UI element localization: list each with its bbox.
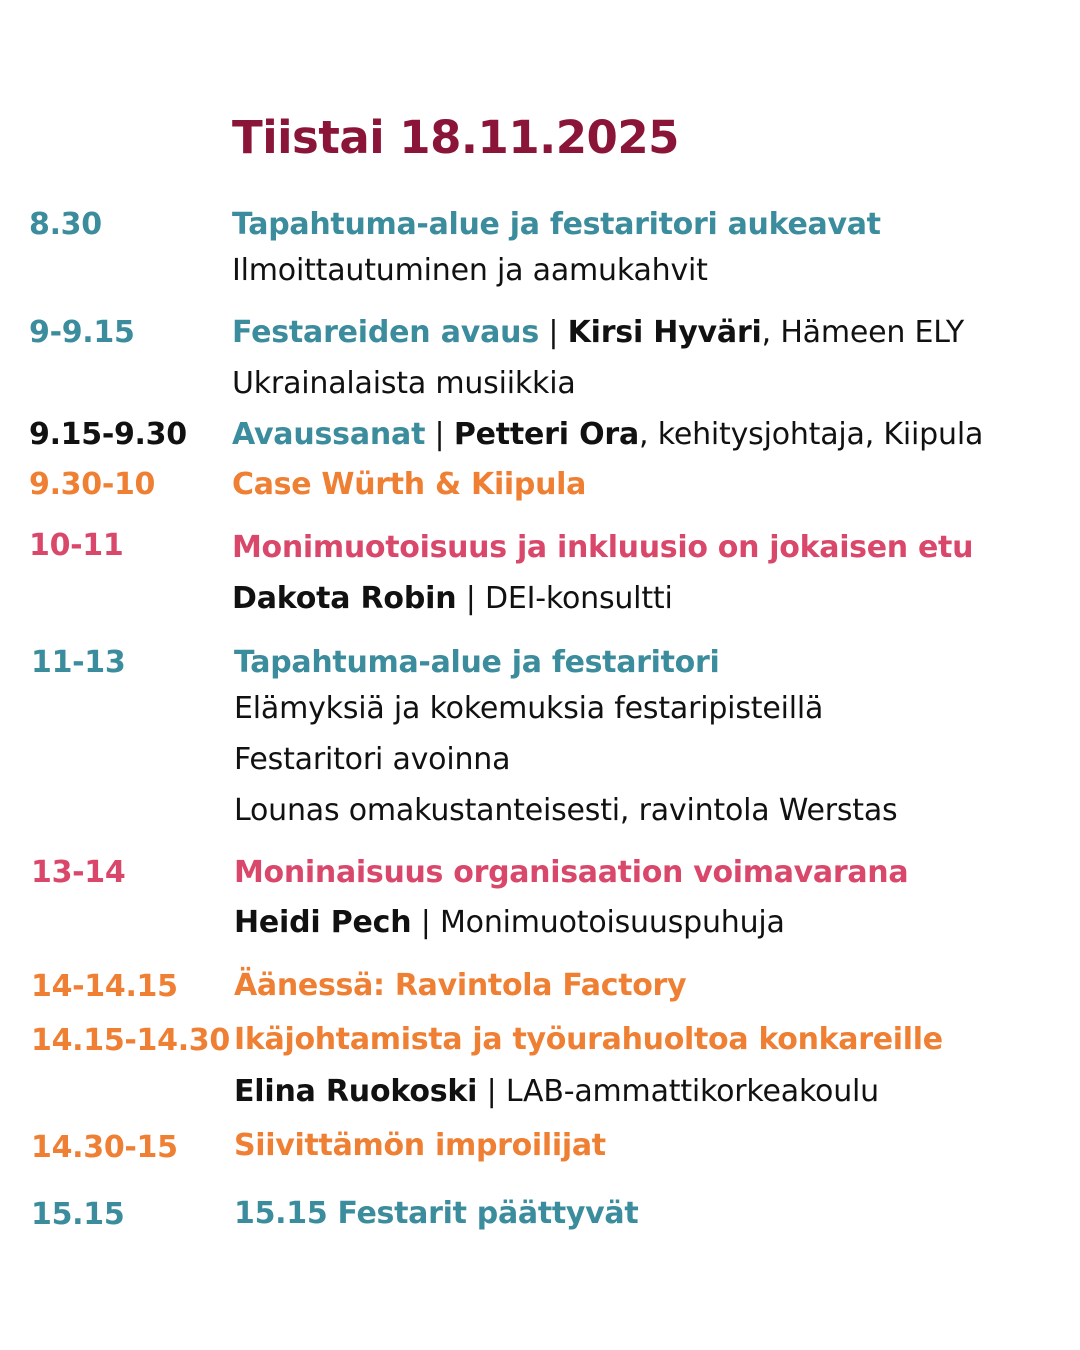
event-detail: Ukrainalaista musiikkia bbox=[232, 366, 576, 401]
event-heading: Siivittämön improilijat bbox=[234, 1128, 606, 1163]
event-line bbox=[232, 417, 984, 452]
event-heading: Avaussanat bbox=[232, 417, 426, 452]
event-detail: Elämyksiä ja kokemuksia festaripisteillä bbox=[234, 691, 824, 726]
time-label: 13-14 bbox=[31, 855, 126, 890]
event-detail: Lounas omakustanteisesti, ravintola Werstas bbox=[234, 793, 898, 828]
speaker-name: Heidi Pech bbox=[234, 905, 412, 940]
speaker-affiliation: , Hämeen ELY bbox=[761, 315, 964, 350]
event-line bbox=[232, 315, 964, 350]
event-line bbox=[232, 581, 673, 616]
event-heading: Äänessä: Ravintola Factory bbox=[234, 968, 687, 1003]
event-heading: Ikäjohtamista ja työurahuoltoa konkareille bbox=[234, 1022, 943, 1057]
speaker-name: Dakota Robin bbox=[232, 581, 457, 616]
time-label: 14-14.15 bbox=[31, 969, 178, 1004]
time-label: 11-13 bbox=[31, 645, 126, 680]
separator: | bbox=[538, 315, 568, 350]
speaker-role: | Monimuotoisuuspuhuja bbox=[411, 905, 785, 940]
speaker-role: | DEI-konsultti bbox=[456, 581, 673, 616]
separator: | bbox=[425, 417, 454, 452]
speaker-role: | LAB-ammattikorkeakoulu bbox=[477, 1074, 879, 1109]
event-heading: Festareiden avaus bbox=[232, 315, 539, 350]
event-detail: Festaritori avoinna bbox=[234, 742, 511, 777]
time-label: 14.30-15 bbox=[31, 1130, 178, 1165]
event-line bbox=[234, 1074, 879, 1109]
speaker-name: Kirsi Hyväri bbox=[567, 315, 762, 350]
time-label: 8.30 bbox=[29, 207, 102, 242]
time-label: 9-9.15 bbox=[29, 315, 135, 350]
time-label: 9.30-10 bbox=[29, 467, 156, 502]
time-label: 15.15 bbox=[31, 1197, 125, 1232]
event-heading: Moninaisuus organisaation voimavarana bbox=[234, 855, 909, 890]
event-heading: Tapahtuma-alue ja festaritori aukeavat bbox=[232, 207, 881, 242]
time-label: 10-11 bbox=[29, 528, 124, 563]
event-heading: Tapahtuma-alue ja festaritori bbox=[234, 645, 720, 680]
event-heading: Monimuotoisuus ja inkluusio on jokaisen etu bbox=[232, 530, 974, 565]
speaker-name: Petteri Ora bbox=[453, 417, 640, 452]
event-detail: Ilmoittautuminen ja aamukahvit bbox=[232, 253, 708, 288]
speaker-name: Elina Ruokoski bbox=[234, 1074, 478, 1109]
event-heading: 15.15 Festarit päättyvät bbox=[234, 1196, 639, 1231]
speaker-affiliation: , kehitysjohtaja, Kiipula bbox=[639, 417, 984, 452]
time-label: 9.15-9.30 bbox=[29, 417, 187, 452]
event-heading: Case Würth & Kiipula bbox=[232, 467, 587, 502]
event-line bbox=[234, 905, 785, 940]
page-title: Tiistai 18.11.2025 bbox=[232, 111, 679, 164]
time-label: 14.15-14.30 bbox=[31, 1023, 230, 1058]
